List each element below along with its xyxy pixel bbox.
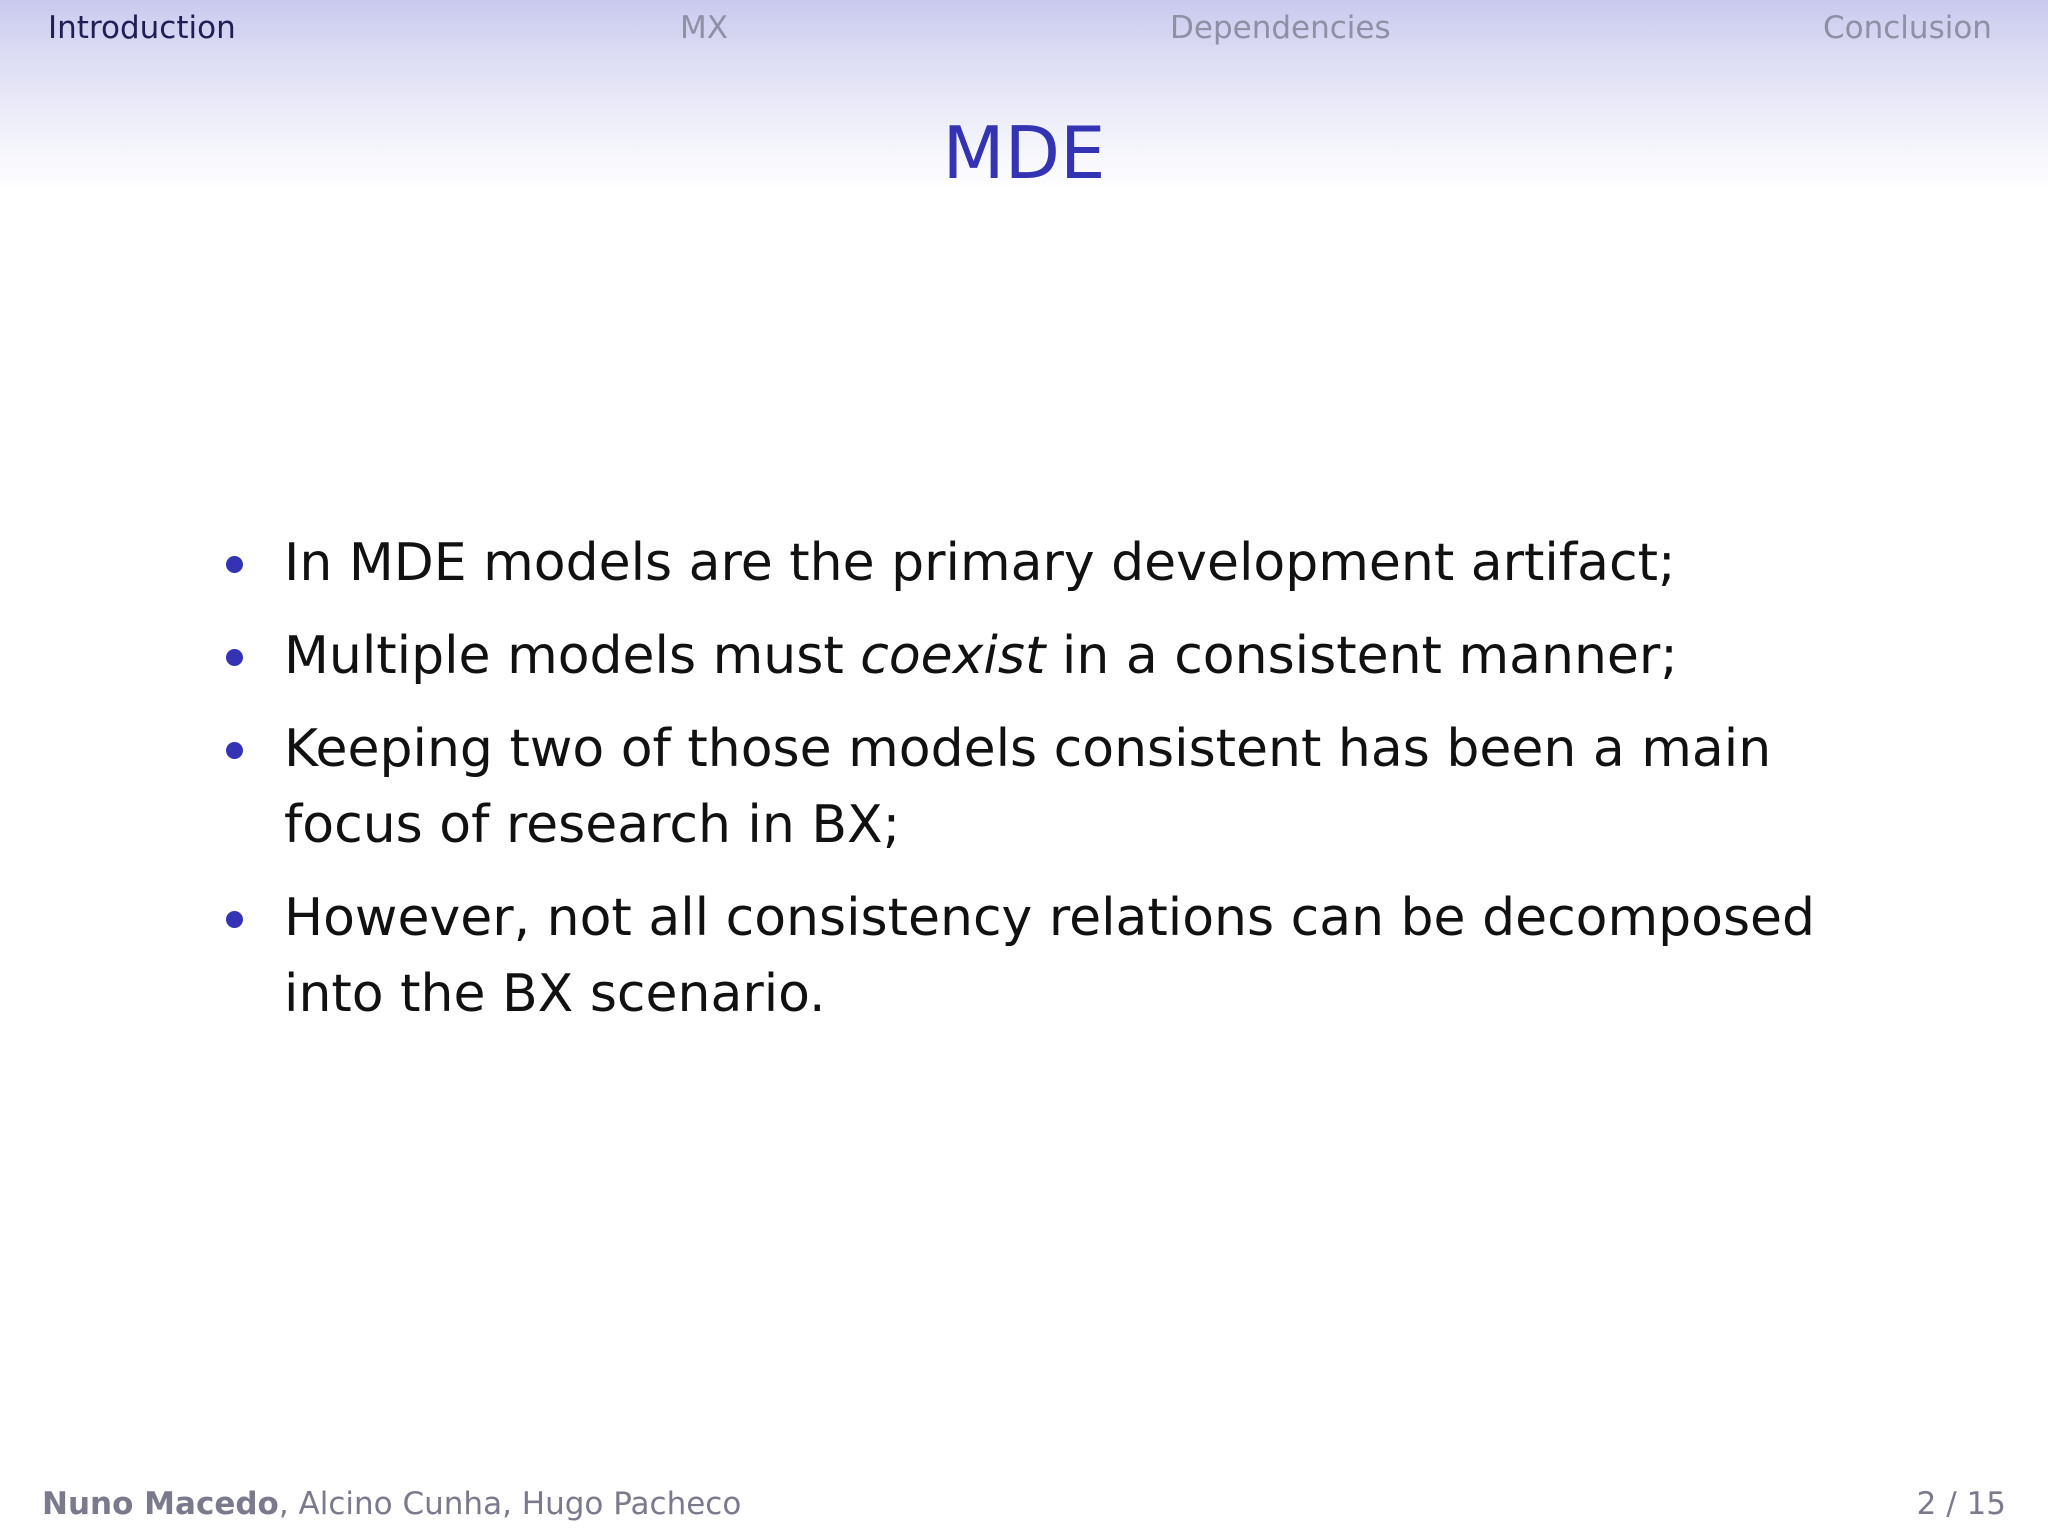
- footer: [0, 1480, 2048, 1530]
- bullet-dot-icon: [226, 742, 243, 759]
- bullet-item: [224, 618, 1904, 694]
- nav-item-introduction[interactable]: Introduction: [48, 10, 236, 46]
- bullet-item: [224, 880, 1904, 1032]
- bullet-dot-icon: [226, 911, 243, 928]
- bullet-text-tail: in a consistent manner;: [1045, 626, 1678, 686]
- nav-item-mx[interactable]: MX: [680, 10, 728, 46]
- bullet-item: [224, 711, 1904, 863]
- bullet-dot-icon: [226, 649, 243, 666]
- nav-item-conclusion[interactable]: Conclusion: [1823, 10, 1992, 46]
- page-number: 2 / 15: [1916, 1486, 2006, 1522]
- section-navigation: [0, 0, 2048, 58]
- nav-item-dependencies[interactable]: Dependencies: [1170, 10, 1391, 46]
- footer-authors: [42, 1484, 741, 1524]
- bullet-list: [224, 525, 1904, 1049]
- bullet-item: [224, 525, 1904, 601]
- bullet-dot-icon: [226, 556, 243, 573]
- bullet-text: In MDE models are the primary development artifact;: [284, 533, 1676, 593]
- slide-title: MDE: [942, 111, 1106, 195]
- bullet-text: Keeping two of those models consistent has been a main focus of research in BX;: [284, 719, 1772, 855]
- bullet-text: However, not all consistency relations can be decomposed into the BX scenario.: [284, 888, 1816, 1024]
- bullet-emphasis: coexist: [860, 626, 1046, 686]
- presenter-name: Nuno Macedo: [42, 1486, 279, 1522]
- coauthor-names: , Alcino Cunha, Hugo Pacheco: [278, 1486, 742, 1522]
- bullet-text: Multiple models must: [284, 626, 861, 686]
